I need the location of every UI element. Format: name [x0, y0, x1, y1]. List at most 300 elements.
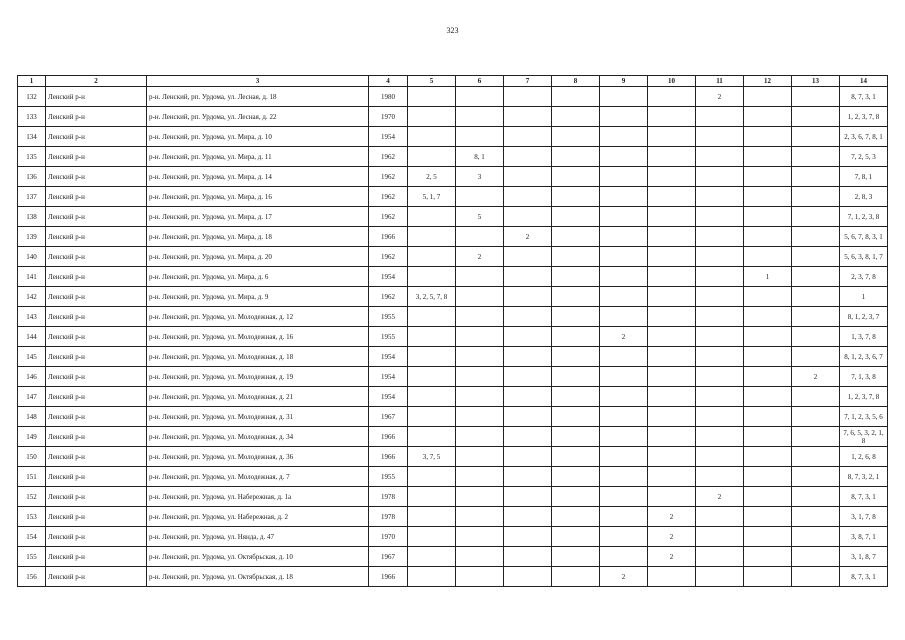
- table-cell-col-1: 141: [18, 267, 46, 287]
- table-cell-col-6: [456, 427, 504, 447]
- table-cell-col-14: 3, 1, 7, 8: [840, 507, 888, 527]
- table-cell-col-10: [648, 167, 696, 187]
- table-cell-col-3: р-н. Ленский, рп. Урдома, ул. Молодежная, д. 34: [147, 427, 369, 447]
- table-cell-col-8: [552, 387, 600, 407]
- table-cell-col-1: 143: [18, 307, 46, 327]
- table-cell-col-6: [456, 467, 504, 487]
- table-cell-col-11: [696, 227, 744, 247]
- column-header-2: 2: [46, 76, 147, 87]
- table-cell-col-7: [504, 527, 552, 547]
- table-cell-col-14: 8, 1, 2, 3, 7: [840, 307, 888, 327]
- table-cell-col-6: [456, 287, 504, 307]
- table-cell-col-6: [456, 507, 504, 527]
- table-cell-col-11: [696, 267, 744, 287]
- table-cell-col-1: 139: [18, 227, 46, 247]
- column-header-6: 6: [456, 76, 504, 87]
- table-cell-col-5: [408, 327, 456, 347]
- table-cell-col-7: [504, 147, 552, 167]
- table-cell-col-11: [696, 207, 744, 227]
- table-cell-col-9: [600, 367, 648, 387]
- table-cell-col-3: р-н. Ленский, рп. Урдома, ул. Молодежная, д. 21: [147, 387, 369, 407]
- table-cell-col-10: [648, 387, 696, 407]
- table-cell-col-7: [504, 407, 552, 427]
- table-cell-col-11: [696, 187, 744, 207]
- table-cell-col-7: [504, 107, 552, 127]
- table-cell-col-9: [600, 467, 648, 487]
- table-cell-col-14: 3, 8, 7, 1: [840, 527, 888, 547]
- table-cell-col-1: 140: [18, 247, 46, 267]
- table-row: [18, 367, 888, 387]
- table-cell-col-12: [744, 427, 792, 447]
- table-cell-col-14: 7, 8, 1: [840, 167, 888, 187]
- table-cell-col-3: р-н. Ленский, рп. Урдома, ул. Мира, д. 6: [147, 267, 369, 287]
- table-cell-col-12: [744, 387, 792, 407]
- table-cell-col-14: 1: [840, 287, 888, 307]
- table-row: [18, 267, 888, 287]
- table-cell-col-4: 1962: [369, 167, 408, 187]
- table-row: [18, 407, 888, 427]
- table-cell-col-9: [600, 207, 648, 227]
- table-cell-col-7: [504, 367, 552, 387]
- table-cell-col-9: 2: [600, 327, 648, 347]
- table-cell-col-11: 2: [696, 487, 744, 507]
- table-cell-col-8: [552, 407, 600, 427]
- table-cell-col-12: [744, 87, 792, 107]
- table-cell-col-10: [648, 567, 696, 587]
- table-cell-col-14: 3, 1, 8, 7: [840, 547, 888, 567]
- table-cell-col-5: [408, 227, 456, 247]
- table-cell-col-4: 1966: [369, 227, 408, 247]
- table-cell-col-7: [504, 207, 552, 227]
- table-cell-col-6: [456, 127, 504, 147]
- table-cell-col-11: [696, 427, 744, 447]
- table-cell-col-12: [744, 147, 792, 167]
- table-cell-col-13: [792, 307, 840, 327]
- table-cell-col-4: 1954: [369, 127, 408, 147]
- table-row: [18, 527, 888, 547]
- table-cell-col-7: [504, 287, 552, 307]
- table-cell-col-12: [744, 467, 792, 487]
- table-cell-col-10: [648, 107, 696, 127]
- table-cell-col-1: 147: [18, 387, 46, 407]
- table-cell-col-7: [504, 267, 552, 287]
- table-cell-col-3: р-н. Ленский, рп. Урдома, ул. Молодежная, д. 19: [147, 367, 369, 387]
- column-header-9: 9: [600, 76, 648, 87]
- table-cell-col-8: [552, 127, 600, 147]
- table-cell-col-6: [456, 107, 504, 127]
- table-row: [18, 167, 888, 187]
- table-cell-col-2: Ленский р-н: [46, 127, 147, 147]
- table-row: [18, 507, 888, 527]
- table-cell-col-7: [504, 447, 552, 467]
- table-cell-col-1: 135: [18, 147, 46, 167]
- table-cell-col-9: [600, 347, 648, 367]
- table-cell-col-13: [792, 147, 840, 167]
- table-row: [18, 487, 888, 507]
- table-cell-col-5: [408, 247, 456, 267]
- table-cell-col-3: р-н. Ленский, рп. Урдома, ул. Мира, д. 20: [147, 247, 369, 267]
- table-cell-col-13: [792, 547, 840, 567]
- table-cell-col-13: [792, 487, 840, 507]
- table-cell-col-11: [696, 327, 744, 347]
- table-cell-col-14: 2, 3, 6, 7, 8, 1: [840, 127, 888, 147]
- table-cell-col-3: р-н. Ленский, рп. Урдома, ул. Мира, д. 9: [147, 287, 369, 307]
- table-cell-col-3: р-н. Ленский, рп. Урдома, ул. Лесная, д. 18: [147, 87, 369, 107]
- table-cell-col-2: Ленский р-н: [46, 367, 147, 387]
- table-cell-col-12: [744, 207, 792, 227]
- table-cell-col-11: 2: [696, 87, 744, 107]
- table-cell-col-6: [456, 487, 504, 507]
- column-header-13: 13: [792, 76, 840, 87]
- table-cell-col-12: [744, 487, 792, 507]
- table-cell-col-4: 1962: [369, 207, 408, 227]
- table-cell-col-11: [696, 367, 744, 387]
- table-cell-col-12: [744, 187, 792, 207]
- table-cell-col-6: [456, 447, 504, 467]
- table-cell-col-4: 1970: [369, 527, 408, 547]
- table-cell-col-3: р-н. Ленский, рп. Урдома, ул. Октябрьская, д. 10: [147, 547, 369, 567]
- table-cell-col-6: [456, 227, 504, 247]
- table-cell-col-8: [552, 347, 600, 367]
- table-cell-col-8: [552, 467, 600, 487]
- table-cell-col-10: [648, 427, 696, 447]
- table-cell-col-4: 1962: [369, 287, 408, 307]
- table-cell-col-13: [792, 467, 840, 487]
- table-cell-col-6: 8, 1: [456, 147, 504, 167]
- table-cell-col-2: Ленский р-н: [46, 507, 147, 527]
- table-cell-col-11: [696, 347, 744, 367]
- table-cell-col-10: [648, 467, 696, 487]
- table-cell-col-2: Ленский р-н: [46, 327, 147, 347]
- table-cell-col-1: 146: [18, 367, 46, 387]
- table-cell-col-4: 1970: [369, 107, 408, 127]
- table-cell-col-5: [408, 487, 456, 507]
- table-cell-col-2: Ленский р-н: [46, 307, 147, 327]
- table-cell-col-7: [504, 347, 552, 367]
- table-cell-col-3: р-н. Ленский, рп. Урдома, ул. Мира, д. 10: [147, 127, 369, 147]
- table-cell-col-7: [504, 247, 552, 267]
- column-header-4: 4: [369, 76, 408, 87]
- table-cell-col-12: [744, 547, 792, 567]
- table-cell-col-3: р-н. Ленский, рп. Урдома, ул. Молодежная, д. 12: [147, 307, 369, 327]
- page-number: 323: [446, 26, 459, 35]
- table-cell-col-2: Ленский р-н: [46, 187, 147, 207]
- table-cell-col-14: 8, 7, 3, 1: [840, 567, 888, 587]
- table-row: [18, 567, 888, 587]
- table-cell-col-2: Ленский р-н: [46, 347, 147, 367]
- table-cell-col-14: 7, 1, 2, 3, 5, 6: [840, 407, 888, 427]
- table-cell-col-7: [504, 567, 552, 587]
- table-cell-col-10: [648, 247, 696, 267]
- table-cell-col-8: [552, 567, 600, 587]
- column-header-3: 3: [147, 76, 369, 87]
- table-cell-col-1: 134: [18, 127, 46, 147]
- column-header-1: 1: [18, 76, 46, 87]
- table-row: [18, 387, 888, 407]
- header-row: [18, 76, 888, 87]
- table-cell-col-10: [648, 187, 696, 207]
- table-cell-col-8: [552, 487, 600, 507]
- column-header-7: 7: [504, 76, 552, 87]
- table-cell-col-10: [648, 207, 696, 227]
- table-cell-col-5: [408, 547, 456, 567]
- table-cell-col-7: [504, 507, 552, 527]
- table-cell-col-4: 1954: [369, 267, 408, 287]
- table-cell-col-7: [504, 427, 552, 447]
- table-cell-col-14: 2, 3, 7, 8: [840, 267, 888, 287]
- table-cell-col-10: [648, 267, 696, 287]
- table-cell-col-4: 1955: [369, 467, 408, 487]
- table-cell-col-10: [648, 327, 696, 347]
- table-cell-col-13: [792, 107, 840, 127]
- table-cell-col-3: р-н. Ленский, рп. Урдома, ул. Молодежная, д. 16: [147, 327, 369, 347]
- table-cell-col-14: 5, 6, 7, 8, 3, 1: [840, 227, 888, 247]
- table-cell-col-11: [696, 387, 744, 407]
- table-cell-col-8: [552, 227, 600, 247]
- table-cell-col-2: Ленский р-н: [46, 527, 147, 547]
- table-cell-col-7: [504, 487, 552, 507]
- table-cell-col-1: 150: [18, 447, 46, 467]
- table-cell-col-13: [792, 287, 840, 307]
- table-cell-col-11: [696, 467, 744, 487]
- table-cell-col-11: [696, 167, 744, 187]
- table-cell-col-8: [552, 547, 600, 567]
- table-cell-col-11: [696, 107, 744, 127]
- table-cell-col-7: [504, 127, 552, 147]
- table-cell-col-10: [648, 127, 696, 147]
- table-row: [18, 467, 888, 487]
- table-cell-col-13: [792, 127, 840, 147]
- table-cell-col-6: [456, 267, 504, 287]
- table-row: [18, 147, 888, 167]
- table-cell-col-12: [744, 507, 792, 527]
- table-cell-col-8: [552, 267, 600, 287]
- table-cell-col-6: 5: [456, 207, 504, 227]
- table-cell-col-10: 2: [648, 507, 696, 527]
- table-cell-col-9: [600, 307, 648, 327]
- table-cell-col-1: 142: [18, 287, 46, 307]
- table-cell-col-9: [600, 127, 648, 147]
- table-cell-col-5: [408, 147, 456, 167]
- table-cell-col-11: [696, 567, 744, 587]
- table-cell-col-8: [552, 327, 600, 347]
- table-cell-col-2: Ленский р-н: [46, 107, 147, 127]
- table-cell-col-14: 8, 7, 3, 2, 1: [840, 467, 888, 487]
- column-header-14: 14: [840, 76, 888, 87]
- table-cell-col-3: р-н. Ленский, рп. Урдома, ул. Мира, д. 18: [147, 227, 369, 247]
- table-cell-col-9: [600, 407, 648, 427]
- table-cell-col-13: [792, 87, 840, 107]
- table-cell-col-5: 2, 5: [408, 167, 456, 187]
- table-cell-col-4: 1966: [369, 427, 408, 447]
- table-cell-col-11: [696, 527, 744, 547]
- table-cell-col-9: [600, 147, 648, 167]
- table-cell-col-2: Ленский р-н: [46, 207, 147, 227]
- table-row: [18, 247, 888, 267]
- table-cell-col-3: р-н. Ленский, рп. Урдома, ул. Мира, д. 14: [147, 167, 369, 187]
- table-row: [18, 547, 888, 567]
- table-cell-col-8: [552, 167, 600, 187]
- table-cell-col-13: [792, 187, 840, 207]
- table-cell-col-9: [600, 167, 648, 187]
- table-cell-col-6: [456, 347, 504, 367]
- table-cell-col-1: 137: [18, 187, 46, 207]
- table-cell-col-12: 1: [744, 267, 792, 287]
- table-cell-col-7: [504, 307, 552, 327]
- table-cell-col-8: [552, 187, 600, 207]
- table-cell-col-12: [744, 407, 792, 427]
- table-cell-col-11: [696, 507, 744, 527]
- table-cell-col-5: 3, 2, 5, 7, 8: [408, 287, 456, 307]
- table-cell-col-3: р-н. Ленский, рп. Урдома, ул. Молодежная, д. 7: [147, 467, 369, 487]
- table-cell-col-10: [648, 367, 696, 387]
- column-header-5: 5: [408, 76, 456, 87]
- table-cell-col-8: [552, 427, 600, 447]
- table-cell-col-9: [600, 527, 648, 547]
- table-row: [18, 227, 888, 247]
- table-cell-col-4: 1980: [369, 87, 408, 107]
- table-cell-col-6: 3: [456, 167, 504, 187]
- table-cell-col-8: [552, 447, 600, 467]
- table-cell-col-4: 1967: [369, 547, 408, 567]
- table-cell-col-7: [504, 387, 552, 407]
- table-cell-col-7: [504, 547, 552, 567]
- table-cell-col-12: [744, 567, 792, 587]
- table-cell-col-11: [696, 447, 744, 467]
- table-cell-col-5: [408, 527, 456, 547]
- table-cell-col-12: [744, 247, 792, 267]
- table-cell-col-3: р-н. Ленский, рп. Урдома, ул. Молодежная, д. 36: [147, 447, 369, 467]
- table-cell-col-6: 2: [456, 247, 504, 267]
- table-cell-col-7: 2: [504, 227, 552, 247]
- table-row: [18, 87, 888, 107]
- table-cell-col-14: 8, 7, 3, 1: [840, 487, 888, 507]
- table-cell-col-14: 7, 6, 5, 3, 2, 1, 8: [840, 427, 888, 447]
- table-cell-col-5: [408, 427, 456, 447]
- table-cell-col-5: [408, 267, 456, 287]
- table-cell-col-8: [552, 107, 600, 127]
- table-cell-col-5: 3, 7, 5: [408, 447, 456, 467]
- table-cell-col-4: 1962: [369, 247, 408, 267]
- table-cell-col-13: [792, 267, 840, 287]
- table-cell-col-12: [744, 287, 792, 307]
- table-cell-col-4: 1955: [369, 307, 408, 327]
- table-cell-col-8: [552, 287, 600, 307]
- table-cell-col-2: Ленский р-н: [46, 287, 147, 307]
- table-cell-col-14: 8, 7, 3, 1: [840, 87, 888, 107]
- table-cell-col-2: Ленский р-н: [46, 467, 147, 487]
- table-cell-col-5: [408, 107, 456, 127]
- table-cell-col-4: 1966: [369, 447, 408, 467]
- table-cell-col-9: [600, 427, 648, 447]
- table-cell-col-11: [696, 547, 744, 567]
- table-cell-col-14: 8, 1, 2, 3, 6, 7: [840, 347, 888, 367]
- table-row: [18, 127, 888, 147]
- table-cell-col-13: [792, 227, 840, 247]
- table-cell-col-12: [744, 307, 792, 327]
- table-cell-col-6: [456, 567, 504, 587]
- table-cell-col-2: Ленский р-н: [46, 387, 147, 407]
- table-cell-col-1: 152: [18, 487, 46, 507]
- table-cell-col-2: Ленский р-н: [46, 147, 147, 167]
- table-cell-col-9: [600, 387, 648, 407]
- table-cell-col-10: 2: [648, 547, 696, 567]
- table-cell-col-13: [792, 387, 840, 407]
- table-cell-col-5: [408, 127, 456, 147]
- table-cell-col-12: [744, 347, 792, 367]
- table-cell-col-7: [504, 327, 552, 347]
- table-cell-col-12: [744, 327, 792, 347]
- table-cell-col-2: Ленский р-н: [46, 547, 147, 567]
- table-cell-col-1: 144: [18, 327, 46, 347]
- column-header-12: 12: [744, 76, 792, 87]
- table-cell-col-9: [600, 107, 648, 127]
- table-cell-col-2: Ленский р-н: [46, 567, 147, 587]
- table-cell-col-5: [408, 347, 456, 367]
- table-cell-col-11: [696, 247, 744, 267]
- table-cell-col-2: Ленский р-н: [46, 447, 147, 467]
- table-cell-col-13: [792, 347, 840, 367]
- table-row: [18, 427, 888, 447]
- table-cell-col-3: р-н. Ленский, рп. Урдома, ул. Набережная, д. 1а: [147, 487, 369, 507]
- table-cell-col-11: [696, 287, 744, 307]
- table-cell-col-11: [696, 147, 744, 167]
- table-cell-col-1: 138: [18, 207, 46, 227]
- table-cell-col-11: [696, 307, 744, 327]
- table-cell-col-10: [648, 87, 696, 107]
- table-cell-col-4: 1954: [369, 387, 408, 407]
- table-cell-col-6: [456, 407, 504, 427]
- table-cell-col-12: [744, 167, 792, 187]
- table-cell-col-4: 1955: [369, 327, 408, 347]
- table-cell-col-4: 1978: [369, 507, 408, 527]
- table-cell-col-12: [744, 447, 792, 467]
- table-cell-col-1: 149: [18, 427, 46, 447]
- column-header-10: 10: [648, 76, 696, 87]
- table-row: [18, 347, 888, 367]
- table-cell-col-9: [600, 247, 648, 267]
- table-cell-col-14: 2, 8, 3: [840, 187, 888, 207]
- table-cell-col-5: [408, 567, 456, 587]
- table-cell-col-6: [456, 327, 504, 347]
- table-cell-col-8: [552, 147, 600, 167]
- table-cell-col-1: 136: [18, 167, 46, 187]
- table-cell-col-9: [600, 187, 648, 207]
- table-cell-col-13: [792, 407, 840, 427]
- table-cell-col-1: 155: [18, 547, 46, 567]
- table-cell-col-11: [696, 407, 744, 427]
- table-cell-col-13: [792, 567, 840, 587]
- table-cell-col-6: [456, 87, 504, 107]
- table-cell-col-1: 145: [18, 347, 46, 367]
- table-cell-col-10: [648, 407, 696, 427]
- table-cell-col-2: Ленский р-н: [46, 167, 147, 187]
- table-cell-col-3: р-н. Ленский, рп. Урдома, ул. Нянда, д. 47: [147, 527, 369, 547]
- table-cell-col-12: [744, 367, 792, 387]
- table-cell-col-1: 154: [18, 527, 46, 547]
- table-cell-col-4: 1962: [369, 187, 408, 207]
- table-cell-col-2: Ленский р-н: [46, 487, 147, 507]
- table-cell-col-9: [600, 547, 648, 567]
- table-cell-col-2: Ленский р-н: [46, 227, 147, 247]
- table-cell-col-1: 156: [18, 567, 46, 587]
- table-cell-col-2: Ленский р-н: [46, 267, 147, 287]
- table-cell-col-10: [648, 287, 696, 307]
- table-cell-col-10: [648, 487, 696, 507]
- table-cell-col-1: 132: [18, 87, 46, 107]
- table-cell-col-14: 5, 6, 3, 8, 1, 7: [840, 247, 888, 267]
- table-cell-col-9: 2: [600, 567, 648, 587]
